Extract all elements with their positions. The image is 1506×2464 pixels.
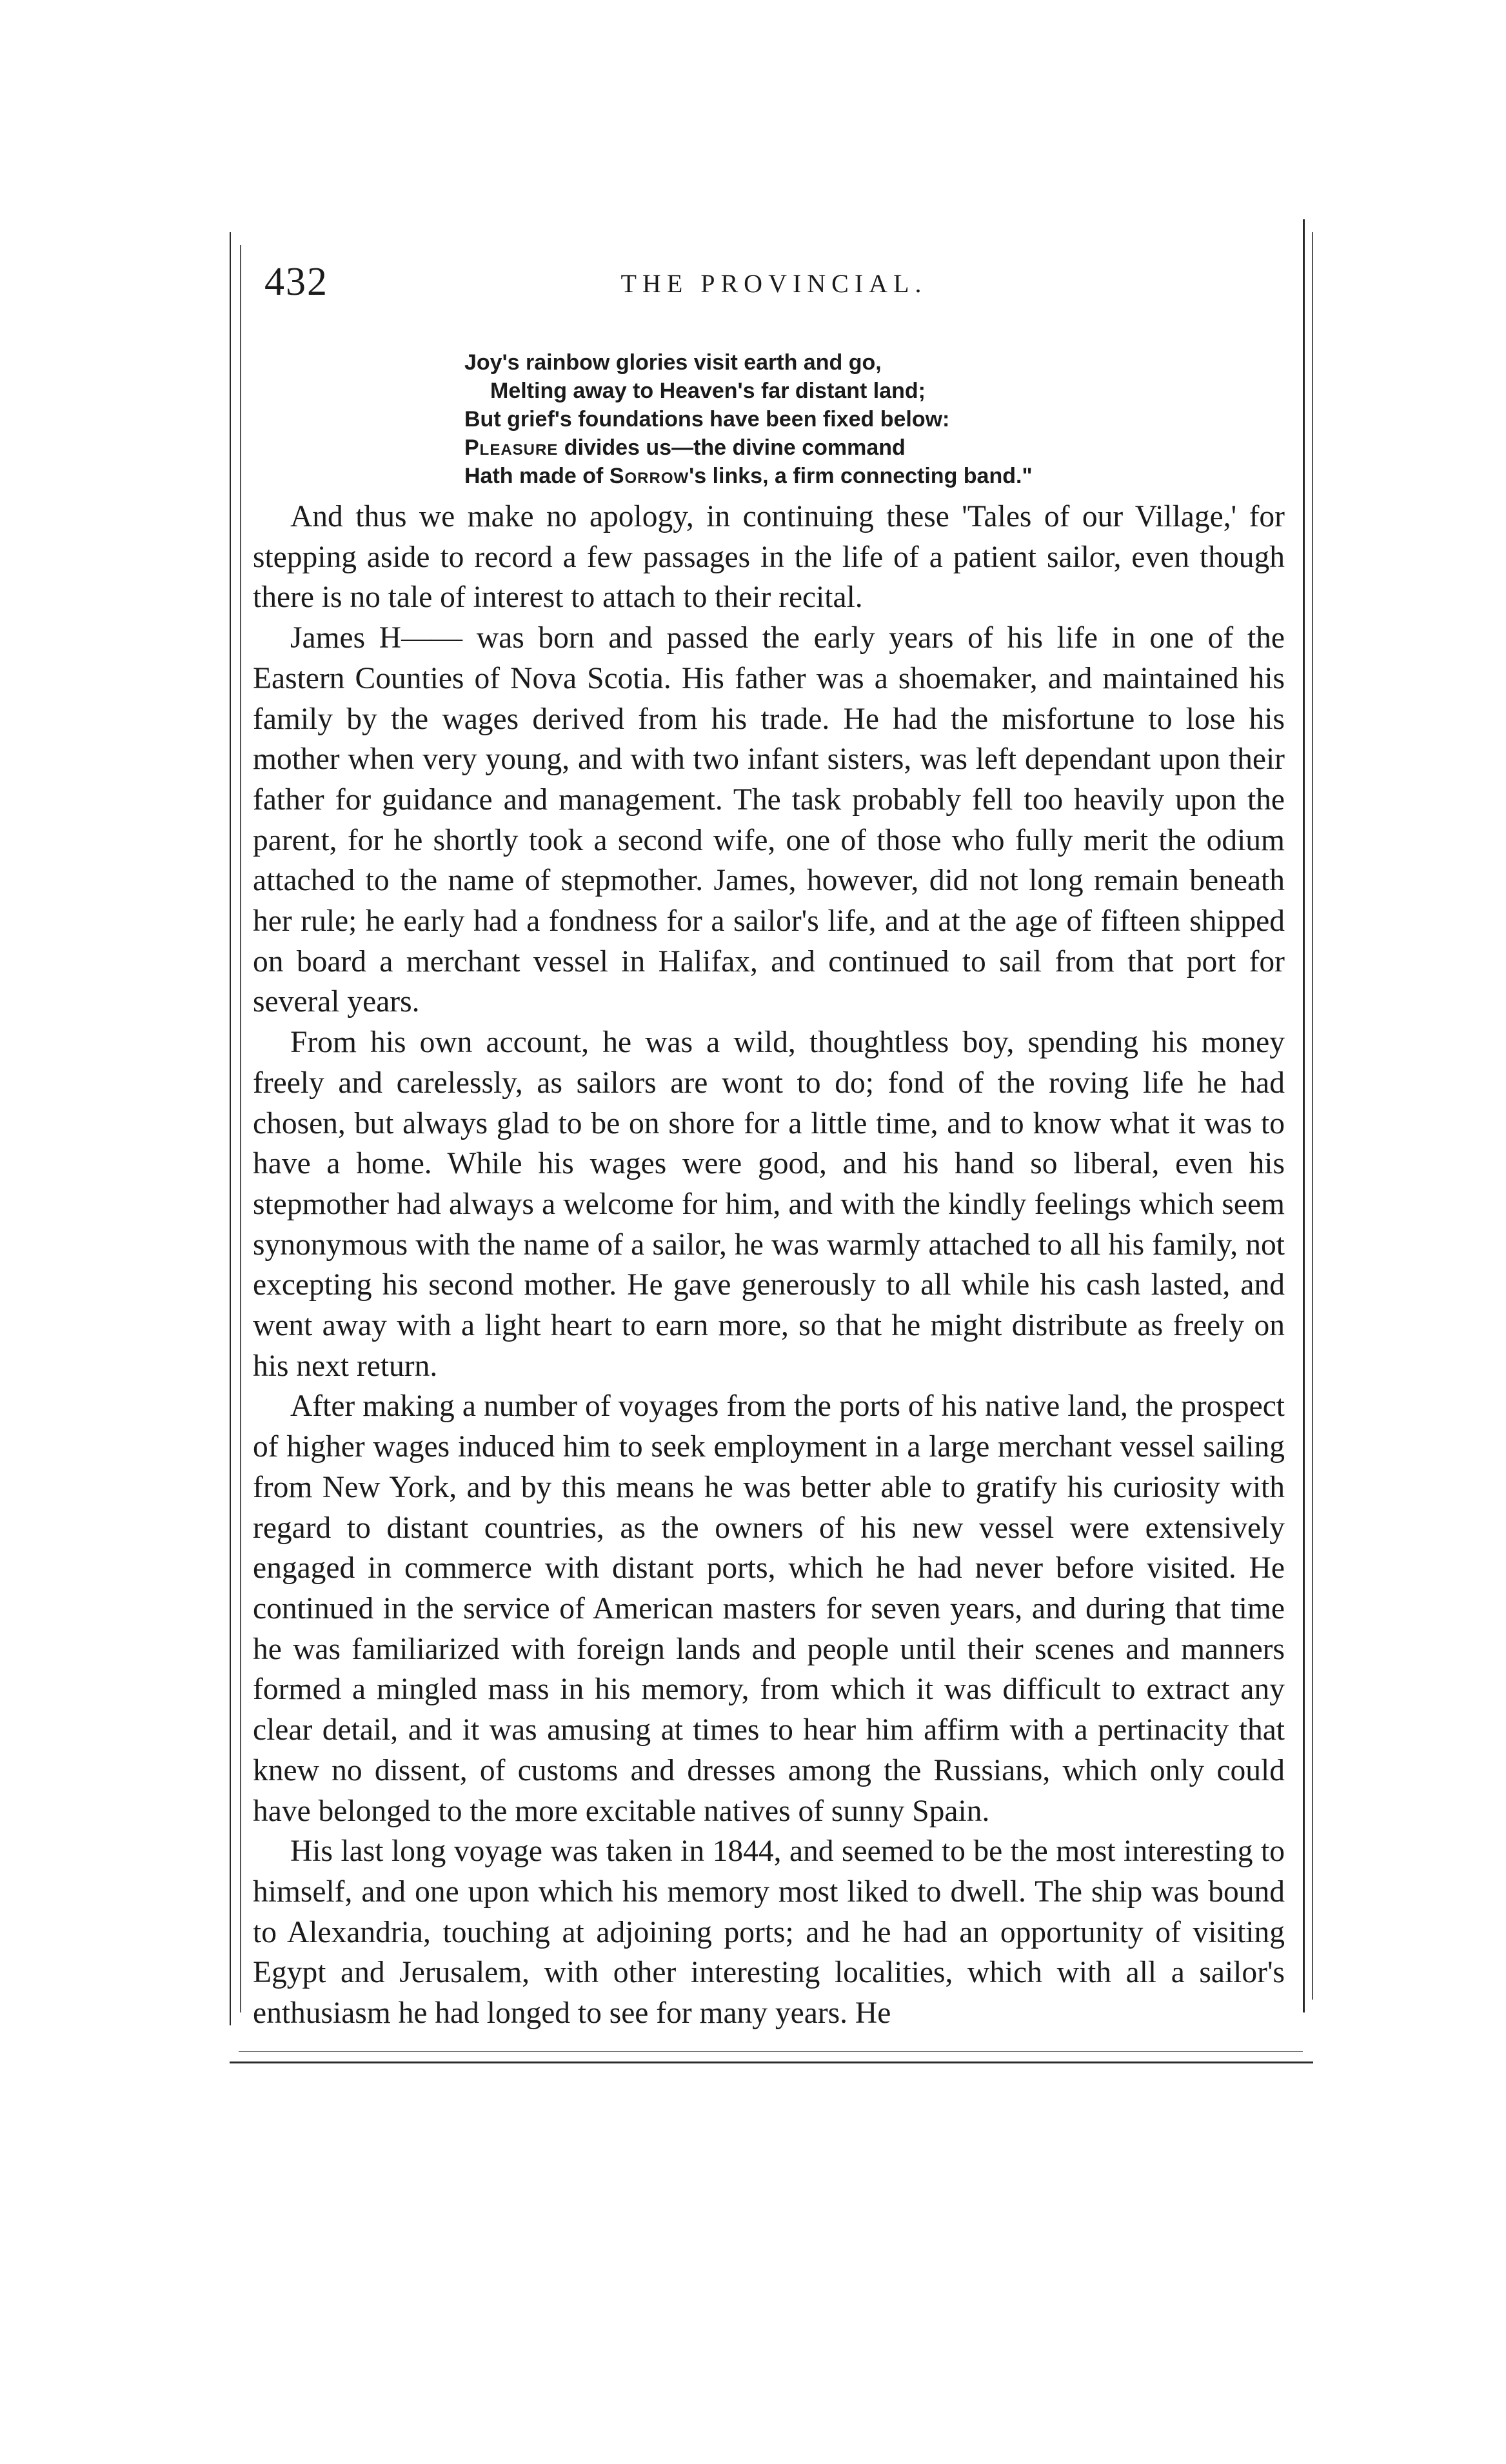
paragraph: And thus we make no apology, in continuing these 'Tales of our Village,' for stepping aside to record a few passages in the life of a patient sailor, even though there is no tale of interest to attach to their recital. xyxy=(253,500,1285,615)
poem-line-text: divides us—the divine command xyxy=(558,435,906,460)
paragraph: His last long voyage was taken in 1844, and seemed to be the most interesting to himself, and one upon which his memory most liked to dwell. The ship was bound to Alexandria, touching at adjoining ports; and he had an opportunity of visiting Egypt and Jerusalem, with other interesting localities, which with all a sailor's enthusiasm he had longed to see for many years. He xyxy=(253,1834,1285,2031)
poem-line-text: Hath made of xyxy=(464,464,609,488)
bottom-border-rule xyxy=(230,2062,1313,2063)
body-text xyxy=(253,497,1285,2034)
page-header xyxy=(264,259,1283,304)
running-title: THE PROVINCIAL. xyxy=(620,269,927,298)
paragraph: From his own account, he was a wild, thoughtless boy, spending his money freely and carelessly, as sailors are wont to do; fond of the roving life he had chosen, but always glad to be on shore for a little time, and to know what it was to have a home. While his wages were good, and his hand so liberal, even his stepmother had always a welcome for him, and with the kindly feelings which seem synonymous with the name of a sailor, he was warmly attached to all his family, not excepting his second mother. He gave generously to all while his cash lasted, and went away with a light heart to earn more, so that he might distribute as freely on his next return. xyxy=(253,1026,1285,1383)
bottom-inner-rule xyxy=(239,2051,1303,2052)
left-border-rule xyxy=(230,232,231,2025)
poem-line: Joy's rainbow glories visit earth and go, xyxy=(464,350,882,375)
poem-line xyxy=(464,462,1238,490)
right-inner-rule xyxy=(1312,232,1313,2000)
poem-stanza xyxy=(464,348,1238,490)
paragraph: After making a number of voyages from the ports of his native land, the prospect of higher wages induced him to seek employment in a large merchant vessel sailing from New York, and by this means he was better able to gratify his curiosity with regard to distant countries, as the owners of his new vessel were extensively engaged in commerce with distant ports, which he had never before visited. He continued in the service of American masters for seven years, and during that time he was familiarized with foreign lands and people until their scenes and manners formed a mingled mass in his memory, from which it was difficult to extract any clear detail, and it was amusing at times to hear him affirm with a pertinacity that knew no dissent, of customs and dresses among the Russians, which only could have belonged to the more excitable natives of sunny Spain. xyxy=(253,1389,1285,1828)
poem-line: But grief's foundations have been fixed below: xyxy=(464,407,950,432)
page-number: 432 xyxy=(264,260,328,304)
left-inner-rule xyxy=(240,245,241,2012)
poem-line xyxy=(464,433,1238,462)
poem-line: Melting away to Heaven's far distant land; xyxy=(490,379,926,403)
right-border-rule xyxy=(1303,219,1305,2012)
paragraph: James H—— was born and passed the early years of his life in one of the Eastern Counties of Nova Scotia. His father was a shoemaker, and maintained his family by the wages derived from his trade. He had the misfortune to lose his mother when very young, and with two infant sisters, was left dependant upon their father for guidance and management. The task probably fell too heavily upon the parent, for he shortly took a second wife, one of those who fully merit the odium attached to the name of stepmother. James, however, did not long remain beneath her rule; he early had a fondness for a sailor's life, and at the age of fifteen shipped on board a merchant vessel in Halifax, and continued to sail from that port for several years. xyxy=(253,621,1285,1019)
poem-smallcaps-word: Pleasure xyxy=(464,435,559,460)
poem-line-text: 's links, a firm connecting band." xyxy=(689,464,1033,488)
poem-smallcaps-word: Sorrow xyxy=(609,464,689,488)
